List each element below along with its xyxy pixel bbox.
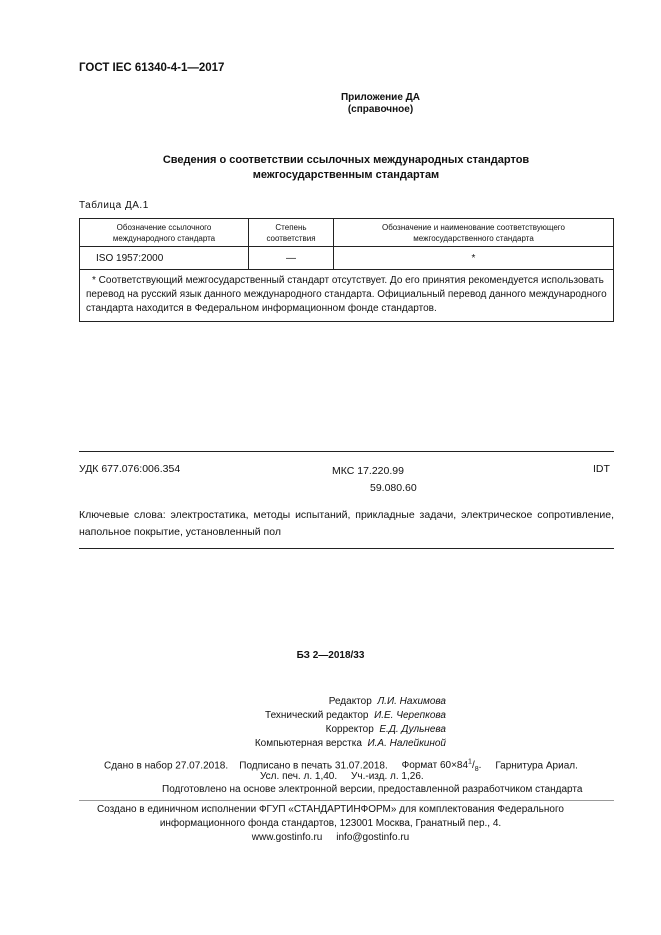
header-text: международного стандарта bbox=[112, 233, 216, 243]
udk-code: УДК 677.076:006.354 bbox=[79, 463, 181, 475]
table-caption: Таблица ДА.1 bbox=[79, 200, 149, 211]
table-note: * Соответствующий межгосударственный стандарт отсутствует. До его принятия рекомендуется использовать перевод на русский язык данного международного стандарта. Официальный перевод данного международного стандарта находится в Федеральном информационном фонде стандартов. bbox=[80, 270, 614, 322]
mks-line-1: МКС 17.220.99 bbox=[332, 465, 404, 477]
section-heading bbox=[79, 153, 613, 183]
header-text: Степень bbox=[275, 222, 307, 232]
mks-code bbox=[332, 463, 417, 497]
publication-line-3: Подготовлено на основе электронной версии, предоставленной разработчиком стандарта bbox=[162, 784, 583, 795]
table-row bbox=[80, 247, 614, 270]
format-info: Формат $60\times 84^1/_8$. bbox=[401, 759, 482, 774]
credit-editor bbox=[255, 695, 446, 709]
header-international-standard bbox=[80, 219, 249, 247]
signed-date: Подписано в печать 31.07.2018. bbox=[239, 760, 388, 772]
header-national-standard bbox=[334, 219, 614, 247]
credit-name: И.Е. Черепкова bbox=[374, 710, 446, 721]
annex-title: Приложение ДА bbox=[340, 92, 421, 103]
credits bbox=[255, 695, 446, 751]
credit-corrector bbox=[255, 723, 446, 737]
header-text: Обозначение и наименование соответствующего bbox=[382, 222, 565, 232]
format-sup: 1 bbox=[468, 759, 472, 766]
credit-name: И.А. Налейкиной bbox=[367, 738, 446, 749]
email-link[interactable]: info@gostinfo.ru bbox=[336, 832, 410, 843]
website-link[interactable]: www.gostinfo.ru bbox=[251, 832, 323, 843]
publication-line-2 bbox=[260, 770, 424, 784]
section-heading-line-1: Сведения о соответствии ссылочных международных стандартов bbox=[162, 154, 530, 166]
divider-bottom bbox=[79, 548, 614, 549]
document-code: ГОСТ IEC 61340-4-1—2017 bbox=[79, 62, 225, 74]
header-text: соответствия bbox=[266, 233, 316, 243]
table-header-row bbox=[80, 219, 614, 247]
footer bbox=[0, 803, 661, 845]
credit-role: Редактор bbox=[328, 696, 372, 707]
credit-name: Л.И. Нахимова bbox=[377, 696, 446, 707]
font-info: Гарнитура Ариал. bbox=[495, 760, 578, 772]
credit-role: Технический редактор bbox=[265, 710, 369, 721]
pub-sheets: Уч.-изд. л. 1,26. bbox=[351, 771, 424, 782]
footer-links bbox=[0, 831, 661, 845]
table-note-row bbox=[80, 270, 614, 322]
credit-name: Е.Д. Дульнева bbox=[379, 724, 446, 735]
header-degree bbox=[249, 219, 334, 247]
credit-layout bbox=[255, 737, 446, 751]
header-text: межгосударственного стандарта bbox=[413, 233, 534, 243]
credit-role: Компьютерная верстка bbox=[254, 738, 362, 749]
submitted-date: Сдано в набор 27.07.2018. bbox=[104, 760, 229, 772]
format-prefix: Формат 60×84 bbox=[401, 760, 469, 772]
cell-standard: ISO 1957:2000 bbox=[80, 247, 249, 270]
credit-role: Корректор bbox=[325, 724, 374, 735]
mks-line-2: 59.080.60 bbox=[370, 482, 417, 494]
reference-table bbox=[79, 218, 614, 322]
keywords: Ключевые слова: электростатика, методы испытаний, прикладные задачи, электрическое сопротивление, напольное покрытие, установленный пол bbox=[79, 509, 614, 538]
credit-tech-editor bbox=[255, 709, 446, 723]
footer-line-2: информационного фонда стандартов, 123001 Москва, Гранатный пер., 4. bbox=[159, 818, 502, 829]
conformity-degree: IDT bbox=[593, 463, 610, 475]
bz-number: БЗ 2—2018/33 bbox=[296, 650, 365, 661]
section-heading-line-2: межгосударственным стандартам bbox=[252, 169, 440, 181]
footer-divider bbox=[79, 800, 614, 801]
format-sub: 8 bbox=[474, 766, 479, 774]
header-text: Обозначение ссылочного bbox=[116, 222, 212, 232]
annex-subtitle: (справочное) bbox=[347, 104, 414, 115]
cell-national: * bbox=[334, 247, 614, 270]
divider-top bbox=[79, 451, 614, 452]
footer-line-1: Создано в единичном исполнении ФГУП «СТАНДАРТИНФОРМ» для комплектования Федерального bbox=[97, 804, 564, 815]
print-sheets: Усл. печ. л. 1,40. bbox=[260, 771, 338, 782]
cell-degree: — bbox=[249, 247, 334, 270]
